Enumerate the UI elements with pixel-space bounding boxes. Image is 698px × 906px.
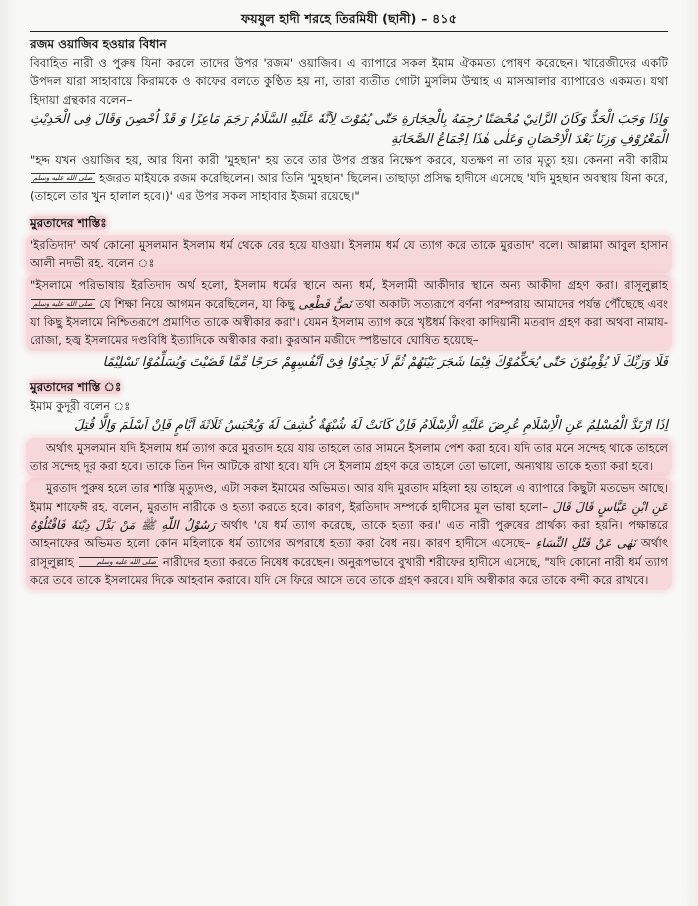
arabic-inline-nass: نَصٌّ قَطْعِى <box>298 296 352 311</box>
salutation-mark: صلى الله عليه وسلم <box>79 557 159 567</box>
paragraph-irtidad-term: "ইসলামে পরিভাষায় ইরতিদাদ অর্থ হলো, ইসলাম ধর্মের স্থানে অন্য ধর্ম, ইসলামী আকীদার স্থানে অন্য আকীদা গ্রহণ করা। রাসূলুল্লাহ صلى الله عليه وسلم যে শিক্ষা নিয়ে আগমন করেছিলেন, যা কিছু نَصٌّ قَطْعِى তথা অকাট্য সত্যরূপে বর্ণনা পরম্পরায় আমাদের পর্যন্ত পৌঁছেছে এবং যা কিছু ইসলামে নিশ্চিতরূপে প্রমাণিত তাকে অস্বীকার করা'। যেমন ইসলাম ত্যাগ করে খৃষ্টধর্ম কিংবা কাদিয়ানী মতবাদ গ্রহণ করা অথবা নামায-রোজা, হজ্ব ইসলামের দণ্ডবিধি ইত্যাদিকে অস্বীকার করা। কুরআন মজীদে স্পষ্টভাবে ঘোষিত হয়েছে– <box>30 278 668 348</box>
highlight-irtidad-term <box>26 275 672 350</box>
highlight-murtad-woman <box>26 478 672 590</box>
paragraph-irtidad-definition: 'ইরতিদাদ' অর্থ কোনো মুসলমান ইসলাম ধর্ম থেকে বের হয়ে যাওয়া। ইসলাম ধর্ম যে ত্যাগ করে তাকে মুরতাদ' বলে। আল্লামা আবুল হাসান আলী নদভী রহ. বলেন ঃ <box>30 237 668 271</box>
running-header: ফয়যুল হাদী শরহে তিরমিযী (ছানী) – ৪১৫ <box>30 10 668 32</box>
paragraph-quduri-translation: অর্থাৎ মুসলমান যদি ইসলাম ধর্ম ত্যাগ করে মুরতাদ হয়ে যায় তাহলে তার সামনে ইসলাম পেশ করা হবে। যদি তার মনে সন্দেহ থাকে তাহলে তার সন্দেহ দূর করা হবে। তাকে তিন দিন আটকে রাখা হবে। যদি সে ইসলাম গ্রহণ করে তাহলে তো ভালো, অন্যথায় তাকে হত্যা করা হবে। <box>30 440 668 474</box>
arabic-inline-nahy: نَهٰى عَنْ قَتْلِ النِّسَاءِ <box>535 536 636 551</box>
arabic-quote-quduri: اِذَا ارْتَدَّ الْمُسْلِمُ عَنِ الْاِسْلَامِ عُرِضَ عَلَيْهِ الْاِسْلَامُ فَاِنْ كَانَتْ لَهٗ شُبْهَةٌ كُشِفَ لَهٗ وَيُحْبَسُ ثَلَاثَةَ اَيَّامٍ فَاِنْ اَسْلَمَ وَاِلَّا قُتِلَ <box>74 417 668 433</box>
paragraph-rajm-translation: "হদ্দ যখন ওয়াজিব হয়, আর যিনা কারী 'মুহছান' হয় তবে তার উপর প্রস্তর নিক্ষেপ করবে, যতক্ষণ না তার মৃত্যু হয়। কেননা নবী কারীম صلى الله عليه وسلم হজরত মাইযকে রজম করেছিলেন। আর তিনি 'মুহছান' ছিলেন। তাছাড়া প্রসিদ্ধ হাদীসে এসেছে 'যদি মুহছান অবস্থায় যিনা করে, (তাহলে তার খুন হালাল হবে।)' এর উপর সকল সাহাবার ইজমা রয়েছে।" <box>30 152 668 204</box>
arabic-quran-verse: فَلَا وَرَبِّكَ لَا يُؤْمِنُوْنَ حَتّٰى يُحَكِّمُوْكَ فِيْمَا شَجَرَ بَيْنَهُمْ ثُمَّ لَا يَجِدُوْا فِىْ اَنْفُسِهِمْ حَرَجًا مِّمَّا قَضَيْتَ وَيُسَلِّمُوْا تَسْلِيْمًا <box>102 354 668 370</box>
salutation-mark: صلى الله عليه وسلم <box>33 299 93 308</box>
paragraph-murtad-woman: মুরতাদ পুরুষ হলে তার শাস্তি মৃত্যুদণ্ড, এটা সকল ইমামের অভিমত। আর যদি মুরতাদ মহিলা হয় তাহলে এ ব্যাপারে কিছুটা মতভেদ আছে। ইমাম শাফেঈ রহ. বলেন, মুরতাদ নারীকে ও হত্যা করতে হবে। কারণ, ইরতিদাদ সম্পর্কে হাদীসের মূল ভাষা হলো– عَنِ ابْنِ عَبَّاسٍ قَالَ قَالَ رَسُوْلُ اللّٰهِ ﷺ مَنْ بَدَّلَ دِيْنَهٗ فَاقْتُلُوْهُ অর্থাৎ 'যে ধর্ম ত্যাগ করেছে, তাকে হত্যা কর।' এত নারী পুরুষের প্রার্থক্য করা হয়নি। পক্ষান্তরে আহনাফের অভিমত হলো কোন মহিলাকে ধর্ম ত্যাগের অপরাধে হত্যা করা বৈধ নয়। কারণ হাদীসে এসেছে– نَهٰى عَنْ قَتْلِ النِّسَاءِ অর্থাৎ রাসূলুল্লাহ صلى الله عليه وسلم নারীদের হত্যা করতে নিষেধ করেছেন। অনুরূপভাবে বুখারী শরীফের হাদীসে এসেছে, "যদি কোনো নারী ধর্ম ত্যাগ করে তবে তাকে ইসলামের দিকে আহবান করাবে। যদি সে ফিরে আসে তবে তাকে গ্রহণ করবে। যদি অস্বীকার করে তাকে বন্দী করে রাখবে। <box>30 481 669 587</box>
arabic-quote-hidaya: وَاِذَا وَجَبَ الْحَدُّ وَكَانَ الزَّانِيْ مُحْصَنًا رُجِمَهُ بِالْحِجَارَةِ حَتّٰى يُمُوْتَ لِاَنَّهٗ عَلَيْهِ السَّلَامُ رَجَمَ مَاعِزًا وَ قَدْ اُحْصِنَ وَقَالَ فِى الْحَدِيْثِ الْمَعْرُوْفِ وَزِنَا بَعْدَ الْاِحْصَانِ وَعَلٰى هٰذَا اِجْمَاعُ الصَّحَابَةِ <box>30 111 668 147</box>
paragraph-quduri-intro: ইমাম কুদূরী বলেন ঃ <box>30 398 131 413</box>
arabic-inline-hadith-ibn-abbas: عَنِ ابْنِ عَبَّاسٍ قَالَ قَالَ رَسُوْلُ اللّٰهِ ﷺ مَنْ بَدَّلَ دِيْنَهٗ فَاقْتُلُوْهُ <box>30 499 669 533</box>
salutation-mark: صلى الله عليه وسلم <box>33 174 93 183</box>
section-title-murtad-2: মুরতাদের শাস্তি ঃ <box>30 379 122 394</box>
highlight-irtidad-definition <box>26 235 672 274</box>
paragraph-rajm-intro: বিবাহিত নারী ও পুরুষ যিনা করলে তাদের উপর 'রজম' ওয়াজিব। এ ব্যাপারে সকল ইমাম ঐকমত্য পোষণ করেছেন। খারেজীদের একটি উপদল যারা সাহাবায়ে কিরামকে ও কাফের বলতে কুণ্ঠিত হয় না, তারা ব্যতীত গোটা মুসলিম উম্মাহ এ মাসআলার ব্যাপারেও একমত। যথা হিদায়া গ্রন্থকার বলেন– <box>30 56 668 107</box>
section-title-rajm: রজম ওয়াজিব হওয়ার বিধান <box>30 37 167 51</box>
section-title-murtad-1: মুরতাদের শাস্তিঃ <box>30 215 107 230</box>
highlight-quduri-translation <box>26 438 672 477</box>
